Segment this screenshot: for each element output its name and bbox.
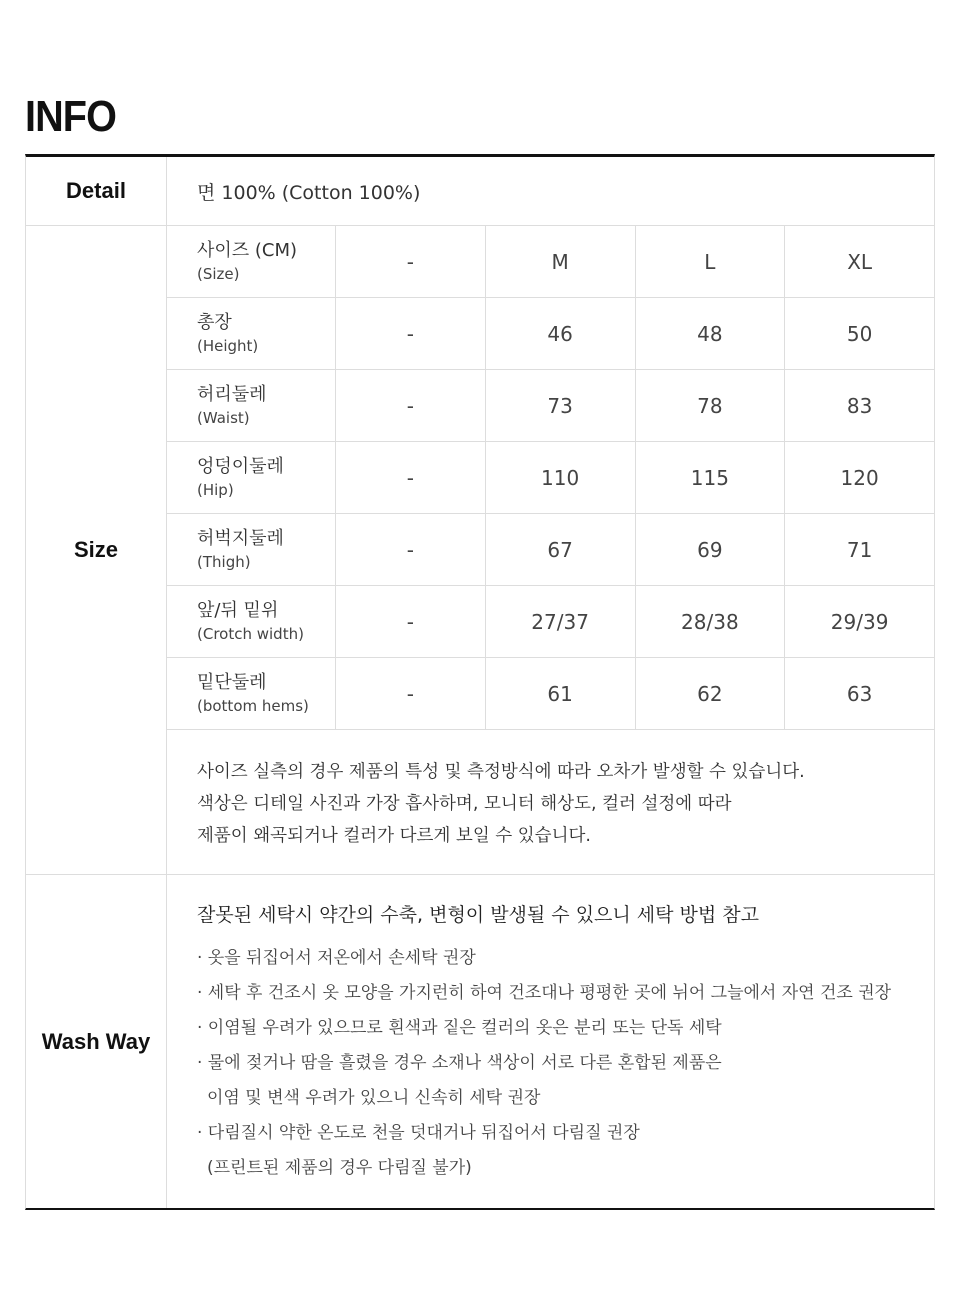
size-cell: 48	[636, 298, 786, 369]
size-cell: M	[486, 226, 636, 297]
size-cell: -	[336, 658, 486, 729]
size-row-label-ko: 총장	[197, 311, 232, 333]
size-cell: -	[336, 514, 486, 585]
wash-instruction: · 다림질시 약한 온도로 천을 덧대거나 뒤집어서 다림질 권장	[197, 1123, 640, 1143]
size-row-label-ko: 허벅지둘레	[197, 527, 284, 549]
size-row-label-ko: 허리둘레	[197, 383, 267, 405]
size-cell: -	[336, 586, 486, 657]
size-section	[26, 225, 934, 874]
size-row-height	[167, 298, 934, 370]
size-note	[167, 730, 934, 874]
size-cell: 50	[846, 321, 873, 346]
size-note-line: 사이즈 실측의 경우 제품의 특성 및 측정방식에 따라 오차가 발생할 수 있습니다.	[197, 762, 805, 782]
size-row-size	[167, 226, 934, 298]
size-cell: 61	[486, 658, 636, 729]
size-row-label-ko: 앞/뒤 밑위	[197, 599, 279, 621]
size-row-label-ko: 엉덩이둘레	[197, 455, 284, 477]
size-cell: XL	[847, 249, 873, 274]
size-note-line: 제품이 왜곡되거나 컬러가 다르게 보일 수 있습니다.	[197, 826, 591, 846]
size-row-header	[167, 298, 336, 369]
size-label: Size	[26, 226, 167, 874]
wash-instruction: 이염 및 변색 우려가 있으니 신속히 세탁 권장	[207, 1088, 541, 1108]
size-cell: -	[336, 370, 486, 441]
wash-instruction: · 물에 젖거나 땀을 흘렸을 경우 소재나 색상이 서로 다른 혼합된 제품은	[197, 1053, 722, 1073]
detail-label: Detail	[26, 157, 167, 225]
size-row-header	[167, 442, 336, 513]
wash-instruction: · 세탁 후 건조시 옷 모양을 가지런히 하여 건조대나 평평한 곳에 뉘어 그늘에서 자연 건조 권장	[197, 983, 892, 1003]
size-row-waist	[167, 370, 934, 442]
detail-section	[26, 157, 934, 225]
size-cell: 63	[846, 681, 873, 706]
size-cell: -	[336, 442, 486, 513]
wash-instruction: (프린트된 제품의 경우 다림질 불가)	[207, 1158, 472, 1178]
size-row-header	[167, 226, 336, 297]
wash-title: 잘못된 세탁시 약간의 수축, 변형이 발생될 수 있으니 세탁 방법 참고	[197, 904, 759, 926]
size-row-label-en: (bottom hems)	[197, 696, 309, 715]
wash-section	[26, 874, 934, 1208]
size-cell: -	[336, 226, 486, 297]
wash-label: Wash Way	[26, 875, 167, 1208]
size-cell: 28/38	[636, 586, 786, 657]
size-row-label-en: (Crotch width)	[197, 624, 304, 643]
wash-instruction: · 이염될 우려가 있으므로 흰색과 짙은 컬러의 옷은 분리 또는 단독 세탁	[197, 1018, 722, 1038]
size-note-line: 색상은 디테일 사진과 가장 흡사하며, 모니터 해상도, 컬러 설정에 따라	[197, 794, 732, 814]
size-cell: -	[336, 298, 486, 369]
wash-instruction: · 옷을 뒤집어서 저온에서 손세탁 권장	[197, 948, 476, 968]
wash-body	[167, 875, 934, 1208]
size-cell: 71	[846, 537, 873, 562]
size-row-label-en: (Size)	[197, 264, 240, 283]
size-cell: 29/39	[830, 609, 889, 634]
size-row-thigh	[167, 514, 934, 586]
size-row-label-en: (Hip)	[197, 480, 234, 499]
size-row-label-en: (Height)	[197, 336, 259, 355]
size-row-label-ko: 사이즈 (CM)	[197, 239, 298, 261]
size-row-header	[167, 370, 336, 441]
detail-value: 면 100% (Cotton 100%)	[197, 181, 421, 204]
size-cell: 120	[840, 465, 879, 490]
size-cell: 83	[846, 393, 873, 418]
size-row-label-en: (Thigh)	[197, 552, 251, 571]
size-row-label-en: (Waist)	[197, 408, 250, 427]
page-title: INFO	[25, 92, 116, 141]
size-table	[167, 226, 934, 874]
size-cell: 69	[636, 514, 786, 585]
size-cell: 78	[636, 370, 786, 441]
size-row-header	[167, 658, 336, 729]
size-cell: 115	[636, 442, 786, 513]
size-cell: 67	[486, 514, 636, 585]
size-row-hip	[167, 442, 934, 514]
size-row-header	[167, 586, 336, 657]
size-row-header	[167, 514, 336, 585]
info-table	[25, 154, 935, 1210]
size-cell: 110	[486, 442, 636, 513]
size-cell: 62	[636, 658, 786, 729]
size-cell: 27/37	[486, 586, 636, 657]
size-cell: 46	[486, 298, 636, 369]
size-cell: 73	[486, 370, 636, 441]
size-row-label-ko: 밑단둘레	[197, 671, 267, 693]
size-cell: L	[636, 226, 786, 297]
size-row-bottom-hems	[167, 658, 934, 730]
size-row-crotch	[167, 586, 934, 658]
